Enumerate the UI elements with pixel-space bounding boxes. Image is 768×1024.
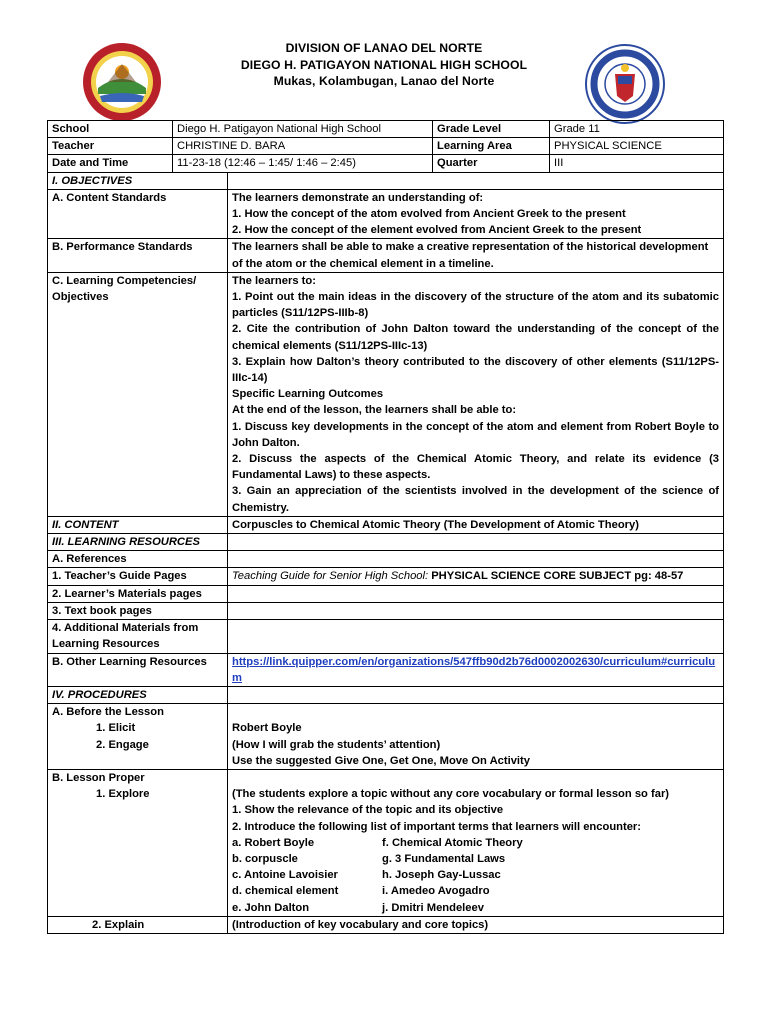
date-time-label: Date and Time	[48, 155, 173, 172]
lesson-plan-table	[47, 120, 724, 934]
term-row	[232, 851, 719, 867]
term: e. John Dalton	[232, 901, 310, 914]
slo-heading: Specific Learning Outcomes	[232, 388, 384, 401]
text-line: (The students explore a topic without any core vocabulary or formal lesson so far)	[232, 788, 670, 801]
term-row	[232, 883, 719, 899]
term: f. Chemical Atomic Theory	[382, 836, 523, 849]
term-row	[232, 835, 719, 851]
division-name: DIVISION OF LANAO DEL NORTE	[285, 41, 483, 55]
term: a. Robert Boyle	[232, 836, 315, 849]
text-line: 2. Introduce the following list of important terms that learners will encounter:	[232, 820, 642, 833]
text-line: At the end of the lesson, the learners shall be able to:	[232, 404, 517, 417]
teacher-value: CHRISTINE D. BARA	[173, 138, 433, 155]
text-line: 1. Discuss key developments in the concept of the atom and element from Robert Boyle to John Dalton.	[232, 420, 720, 449]
additional-materials-label: 4. Additional Materials from Learning Resources	[48, 620, 228, 653]
objectives-heading: I. OBJECTIVES	[48, 172, 228, 189]
text-line: 1. How the concept of the atom evolved from Ancient Greek to the present	[232, 208, 626, 221]
text-line: 1. Show the relevance of the topic and its objective	[232, 804, 504, 817]
explain-label: 2. Explain	[48, 916, 228, 933]
performance-standards-value: The learners shall be able to make a creative representation of the historical development of the atom or the chemical element in a timeline.	[228, 239, 724, 272]
learning-competencies-value	[228, 272, 724, 516]
text-line: 3. Gain an appreciation of the scientists involved in the development of the science of Chemistry.	[232, 485, 720, 514]
term-row	[232, 867, 719, 883]
school-name: DIEGO H. PATIGAYON NATIONAL HIGH SCHOOL	[240, 57, 528, 72]
teachers-guide-value	[228, 568, 724, 585]
text-line: The learners demonstrate an understanding of:	[232, 191, 484, 204]
content-standards-label: A. Content Standards	[48, 189, 228, 239]
learning-resources-heading: III. LEARNING RESOURCES	[48, 534, 228, 551]
grade-level-value: Grade 11	[550, 121, 724, 138]
procedures-heading: IV. PROCEDURES	[48, 686, 228, 703]
textbook-pages-label: 3. Text book pages	[48, 602, 228, 619]
text-line: 2. How the concept of the element evolved from Ancient Greek to the present	[232, 224, 642, 237]
school-value: Diego H. Patigayon National High School	[173, 121, 433, 138]
quipper-curriculum-link[interactable]: https://link.quipper.com/en/organizations/547ffb90d2b76d0002002630/curriculum#curriculum	[232, 655, 716, 684]
quarter-label: Quarter	[433, 155, 550, 172]
before-lesson-cell	[48, 704, 228, 770]
performance-standards-label: B. Performance Standards	[48, 239, 228, 272]
school-address: Mukas, Kolambugan, Lanao del Norte	[273, 74, 495, 88]
engage-label: 2. Engage	[96, 738, 149, 751]
content-standards-value	[228, 189, 724, 239]
engage-line: (How I will grab the students’ attention)	[232, 738, 441, 751]
learning-area-value: PHYSICAL SCIENCE	[550, 138, 724, 155]
learning-area-label: Learning Area	[433, 138, 550, 155]
explore-value	[228, 769, 724, 916]
text-line: 2. Cite the contribution of John Dalton toward the understanding of the concept of the chemical elements (S11/12PS-IIIc-13)	[232, 323, 720, 352]
text-line: The learners to:	[232, 274, 316, 287]
explore-label: 1. Explore	[96, 788, 150, 801]
guide-title: Teaching Guide for Senior High School:	[232, 570, 429, 583]
explain-value: (Introduction of key vocabulary and core topics)	[228, 916, 724, 933]
text-line: 2. Discuss the aspects of the Chemical Atomic Theory, and relate its evidence (3 Fundamental Laws) to these aspects.	[232, 453, 720, 482]
teachers-guide-label: 1. Teacher’s Guide Pages	[48, 568, 228, 585]
elicit-label: 1. Elicit	[96, 722, 136, 735]
school-label: School	[48, 121, 173, 138]
term: b. corpuscle	[232, 852, 298, 865]
date-time-value: 11-23-18 (12:46 – 1:45/ 1:46 – 2:45)	[173, 155, 433, 172]
engage-line: Use the suggested Give One, Get One, Move On Activity	[232, 754, 530, 767]
lesson-proper-cell	[48, 769, 228, 916]
term: d. chemical element	[232, 885, 339, 898]
text-line: 1. Point out the main ideas in the discovery of the structure of the atom and its subatomic particles (S11/12PS-IIIb-8)	[232, 291, 720, 320]
grade-level-label: Grade Level	[433, 121, 550, 138]
learning-competencies-label: C. Learning Competencies/ Objectives	[48, 272, 228, 516]
term-row	[232, 900, 719, 916]
before-lesson-values	[228, 704, 724, 770]
learners-materials-label: 2. Learner’s Materials pages	[48, 585, 228, 602]
guide-subject: PHYSICAL SCIENCE CORE SUBJECT pg: 48-57	[428, 570, 684, 583]
deped-seal-logo	[585, 44, 665, 124]
content-value: Corpuscles to Chemical Atomic Theory (The Development of Atomic Theory)	[228, 516, 724, 533]
term: g. 3 Fundamental Laws	[382, 852, 506, 865]
other-resources-label: B. Other Learning Resources	[48, 653, 228, 686]
elicit-value: Robert Boyle	[232, 722, 302, 735]
teacher-label: Teacher	[48, 138, 173, 155]
content-label: II. CONTENT	[48, 516, 228, 533]
term: j. Dmitri Mendeleev	[382, 901, 484, 914]
lesson-proper-label: B. Lesson Proper	[52, 771, 145, 784]
term: c. Antoine Lavoisier	[232, 869, 338, 882]
text-line: 3. Explain how Dalton’s theory contributed to the discovery of other elements (S11/12PS-IIIc-14)	[232, 355, 720, 385]
term: h. Joseph Gay-Lussac	[382, 869, 501, 882]
term: i. Amedeo Avogadro	[382, 885, 490, 898]
quarter-value: III	[550, 155, 724, 172]
before-lesson-label: A. Before the Lesson	[52, 706, 164, 719]
references-label: A. References	[48, 551, 228, 568]
